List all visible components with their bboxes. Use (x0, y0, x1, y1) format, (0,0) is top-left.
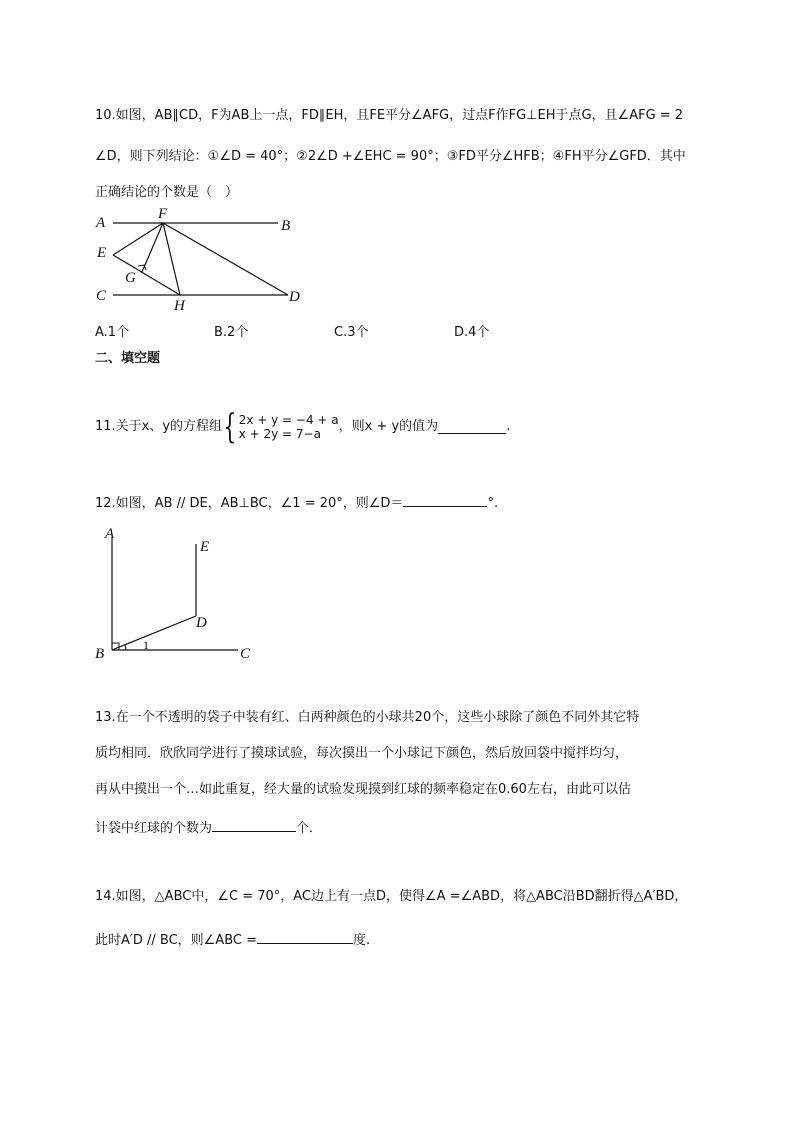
q10-option-a: A.1个 (95, 325, 130, 340)
q11-line (95, 407, 511, 447)
q12-figure (90, 524, 265, 664)
q14-line-2-prefix: 此时A′D // BC，则∠ABC = (95, 933, 257, 948)
label-a: A (96, 215, 106, 231)
q13-line-4 (95, 818, 322, 837)
q10-figure (90, 207, 320, 312)
q12-text: 12.如图，AB // DE，AB⊥BC，∠1 = 20°，则∠D＝ (95, 496, 404, 511)
brace-symbol: { (223, 407, 237, 447)
label-c: C (240, 646, 251, 662)
equation-2: x + 2y = 7−a (238, 427, 321, 441)
label-angle-1: 1 (143, 638, 149, 652)
q10-line-3: 正确结论的个数是（ ） (95, 185, 239, 200)
q14-line-1: 14.如图，△ABC中，∠C = 70°，AC边上有一点D，使得∠A =∠ABD，将△ABC沿BD翻折得△A′BD， (95, 889, 688, 904)
q14-line-2 (95, 930, 370, 949)
equation-1: 2x + y = −4 + a (238, 413, 339, 427)
q11-suffix: ，则x + y的值为 (338, 419, 439, 434)
right-angle-mark-g (138, 265, 146, 270)
q10-line-2: ∠D，则下列结论：①∠D = 40°；②2∠D +∠EHC = 90°；③FD平分∠HFB；④FH平分∠GFD．其中 (95, 149, 686, 164)
q13-line-2: 质均相同．欣欣同学进行了摸球试验，每次摸出一个小球记下颜色，然后放回袋中搅拌均匀， (95, 746, 629, 761)
label-f: F (158, 207, 168, 222)
q12-answer-blank[interactable] (403, 493, 487, 507)
q13-line-4-prefix: 计袋中红球的个数为 (95, 821, 213, 836)
q14-answer-blank[interactable] (257, 930, 353, 944)
label-d: D (196, 615, 207, 631)
q14-line-2-end: 度. (353, 933, 371, 948)
label-e: E (200, 539, 210, 555)
label-a: A (105, 526, 115, 542)
segment-bd (112, 616, 196, 650)
q13-line-3: 再从中摸出一个…如此重复，经大量的试验发现摸到红球的频率稳定在0.60左右，由此可以估 (95, 782, 631, 797)
label-b: B (281, 218, 291, 234)
label-c: C (96, 288, 107, 304)
q13-answer-blank[interactable] (212, 818, 296, 832)
label-e: E (97, 245, 107, 261)
label-g: G (125, 270, 136, 286)
label-b: B (95, 646, 105, 662)
equation-system (222, 407, 339, 447)
q13-line-4-end: 个． (296, 821, 323, 836)
segment-fd (163, 223, 288, 295)
q10-option-d: D.4个 (454, 325, 490, 340)
q10-option-c: C.3个 (334, 325, 369, 340)
segment-fh (163, 223, 180, 295)
equation-stack (239, 413, 339, 441)
q11-prefix: 11.关于x、y的方程组 (95, 419, 223, 434)
q12-line (95, 493, 498, 512)
q12-end: °. (487, 496, 499, 511)
q11-answer-blank[interactable] (438, 420, 506, 434)
label-h: H (174, 298, 185, 312)
q13-line-1: 13.在一个不透明的袋子中装有红、白两种颜色的小球共20个，这些小球除了颜色不同外其它特 (95, 710, 640, 725)
q11-end: . (506, 419, 511, 434)
q10-line-1: 10.如图，AB∥CD，F为AB上一点，FD∥EH，且FE平分∠AFG，过点F作FG⊥EH于点G，且∠AFG = 2 (95, 108, 684, 123)
angle-1-arc (125, 645, 126, 650)
q10-option-b: B.2个 (214, 325, 249, 340)
label-d: D (289, 289, 300, 305)
section-title: 二、填空题 (95, 351, 161, 366)
